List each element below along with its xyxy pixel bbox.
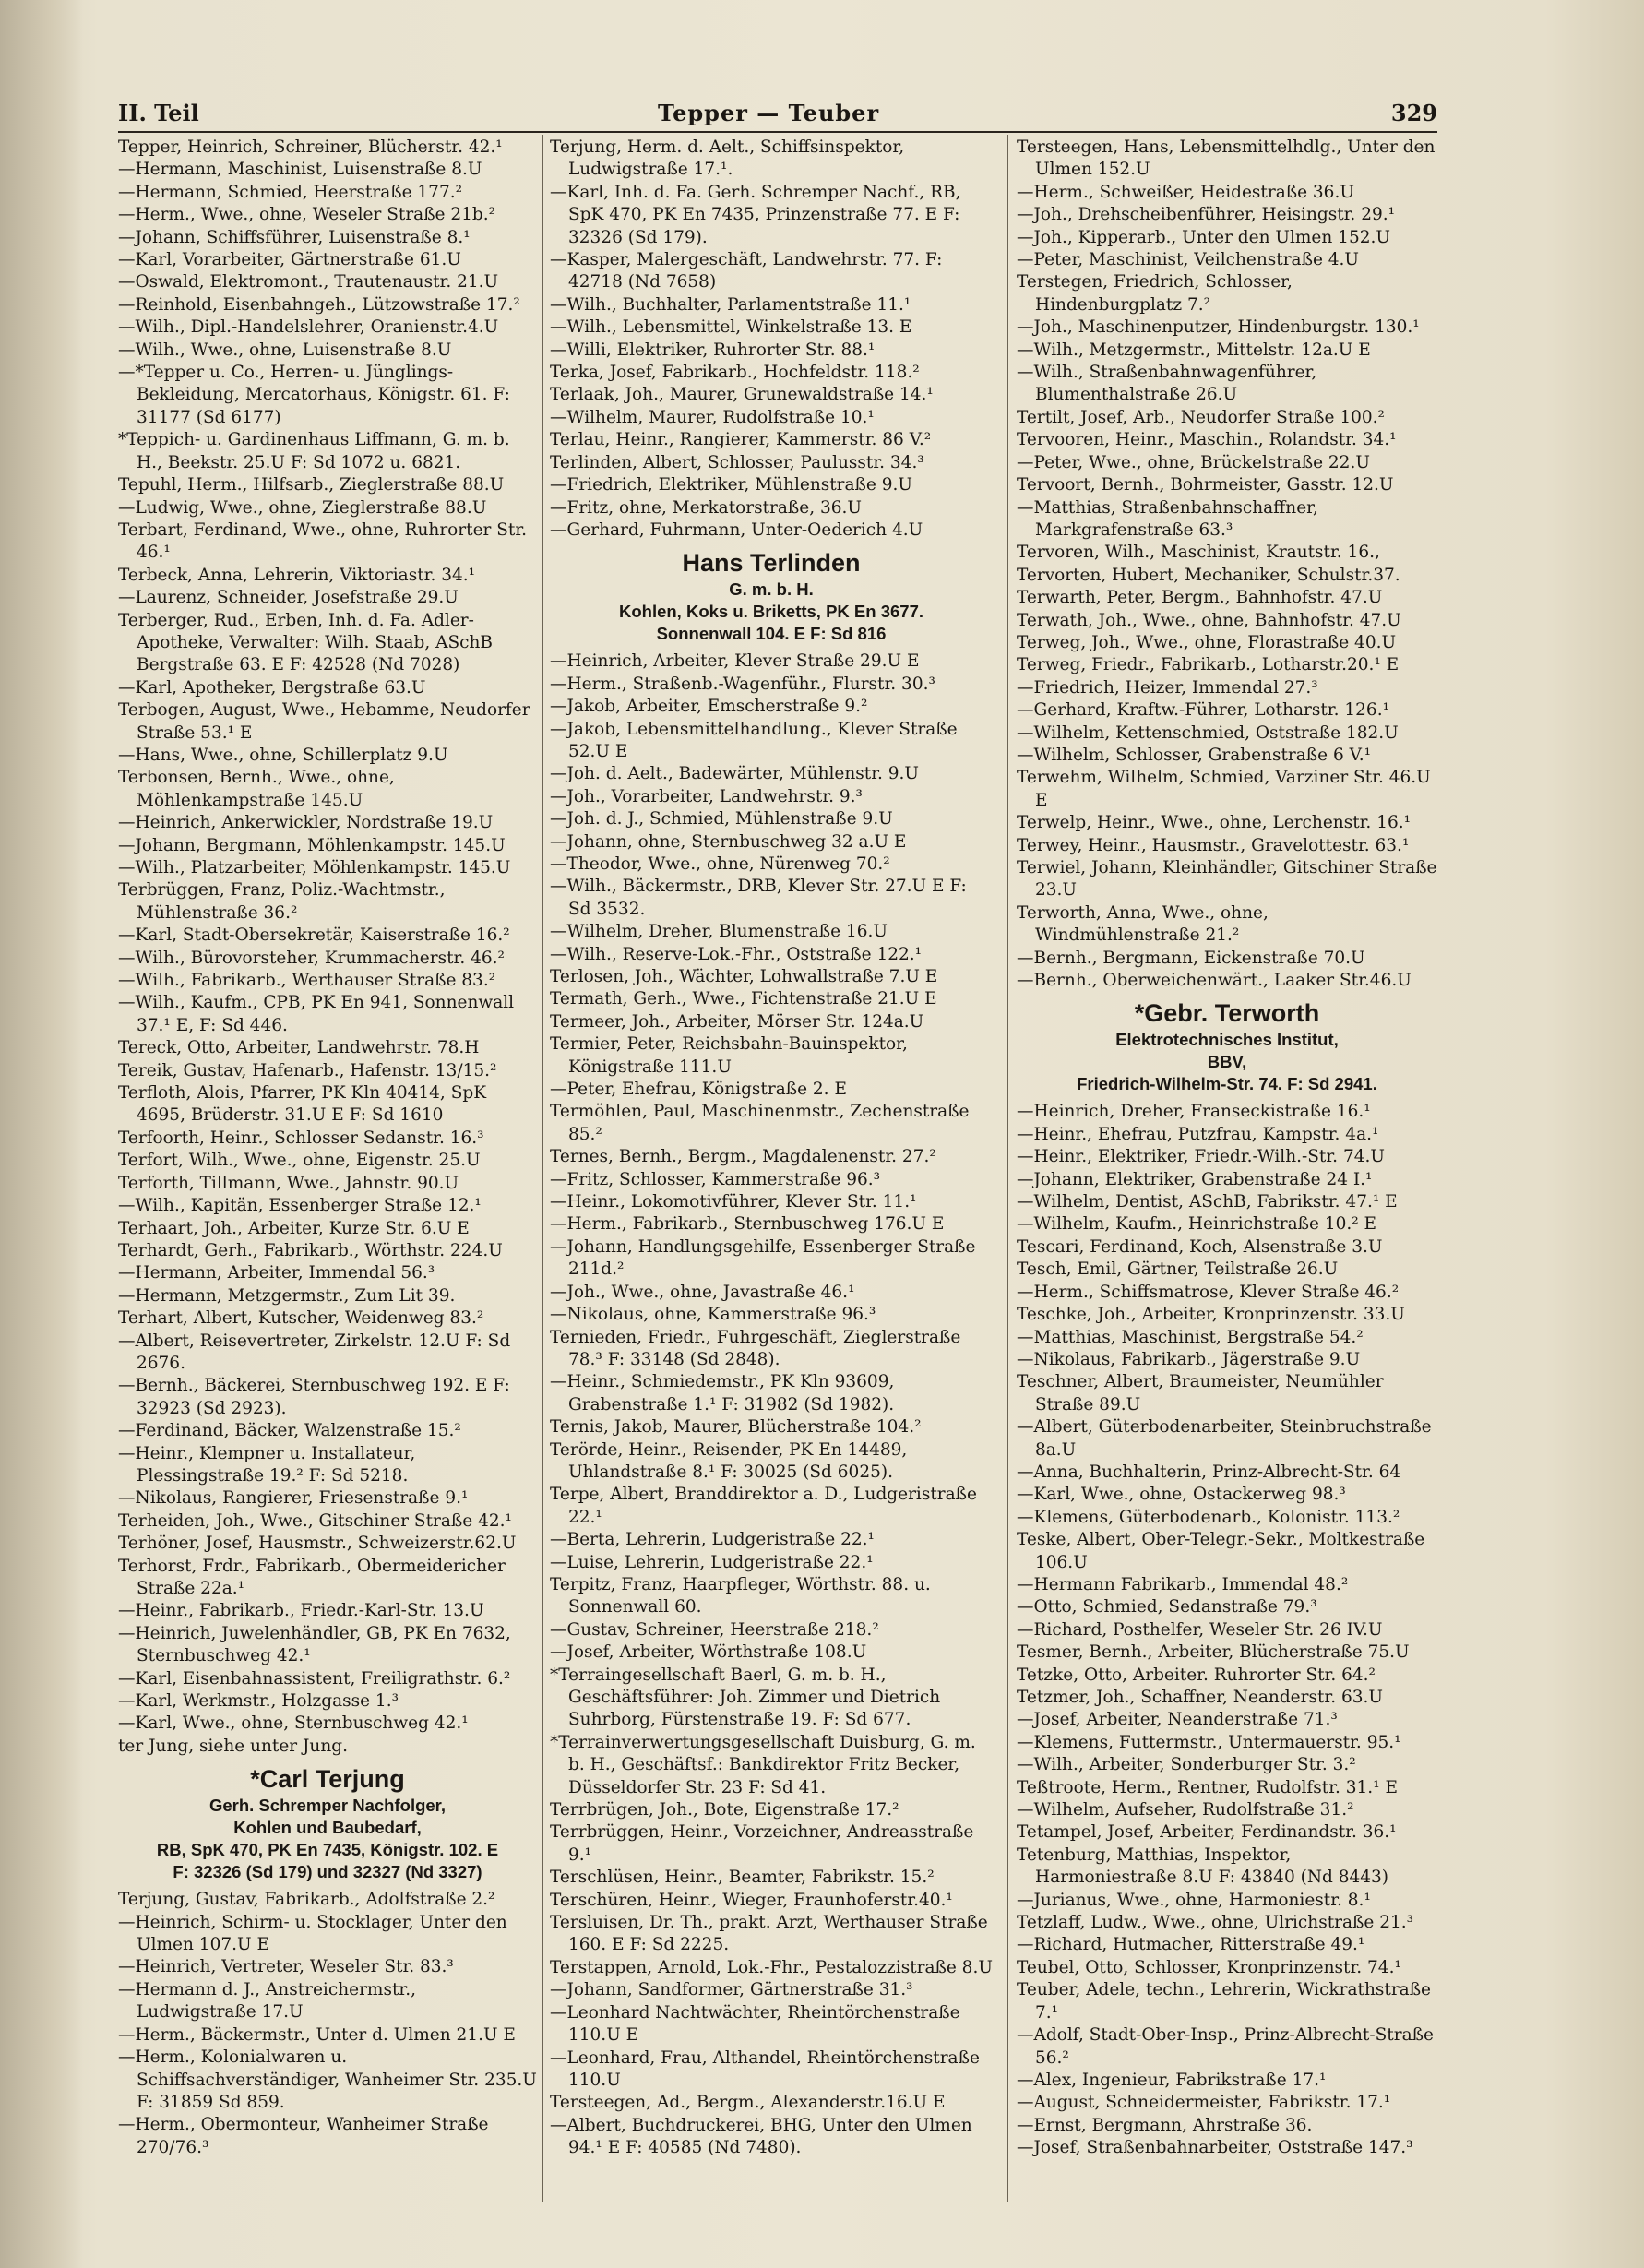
directory-entry: —Albert, Güterbodenarbeiter, Steinbruchstraße 8a.U: [1017, 1417, 1432, 1460]
directory-entry: —Friedrich, Elektriker, Mühlenstraße 9.U: [550, 475, 912, 495]
directory-entry: —Heinr., Lokomotivführer, Klever Str. 11.¹: [550, 1192, 917, 1212]
directory-entry: Terweg, Joh., Wwe., ohne, Florastraße 40.U: [1017, 632, 1397, 652]
directory-entry: —Hermann Fabrikarb., Immendal 48.²: [1017, 1574, 1349, 1594]
directory-entry: Terfloth, Alois, Pfarrer, PK Kln 40414, SpK 4695, Brüderstr. 31.U E F: Sd 1610: [118, 1083, 487, 1126]
directory-entry: —Herm., Schiffsmatrose, Klever Straße 46.²: [1017, 1282, 1400, 1302]
directory-entry: Terforth, Tillmann, Wwe., Jahnstr. 90.U: [118, 1173, 459, 1193]
directory-entry: —Gerhard, Kraftw.-Führer, Lotharstr. 126.¹: [1017, 700, 1389, 721]
directory-entry: —Wilhelm, Dreher, Blumenstraße 16.U: [550, 922, 888, 942]
directory-entry: —Joh., Vorarbeiter, Landwehrstr. 9.³: [550, 786, 863, 806]
directory-entry: —Nikolaus, Fabrikarb., Jägerstraße 9.U: [1017, 1349, 1361, 1369]
directory-entry: Ternes, Bernh., Bergm., Magdalenenstr. 27.²: [550, 1147, 936, 1167]
directory-entry: —Ernst, Bergmann, Ahrstraße 36.: [1017, 2115, 1313, 2135]
directory-entry: Terhöner, Josef, Hausmstr., Schweizerstr.62.U: [118, 1534, 517, 1554]
column-divider: [1007, 135, 1008, 2202]
ad-line: Elektrotechnisches Institut,: [1115, 1030, 1339, 1050]
directory-entry: —Peter, Wwe., ohne, Brückelstraße 22.U: [1017, 452, 1370, 472]
directory-entry: —Heinr., Fabrikarb., Friedr.-Karl-Str. 13.U: [118, 1601, 484, 1621]
ad-line: RB, SpK 470, PK En 7435, Königstr. 102. E: [156, 1840, 499, 1860]
directory-entry: —Wilh., Metzgermstr., Mittelstr. 12a.U E: [1017, 340, 1371, 360]
header-rule: [118, 131, 1437, 133]
directory-entry: —Wilh., Buchhalter, Parlamentstraße 11.¹: [550, 294, 911, 315]
directory-entry: —Bernh., Bergmann, Eickenstraße 70.U: [1017, 948, 1365, 968]
directory-entry: Teubel, Otto, Schlosser, Kronprinzenstr. 74.¹: [1017, 1957, 1401, 1977]
directory-entry: Terfort, Wilh., Wwe., ohne, Eigenstr. 25.U: [118, 1151, 481, 1171]
directory-entry: Terpe, Albert, Branddirektor a. D., Ludgeristraße 22.¹: [550, 1485, 977, 1527]
column-3: [1017, 137, 1437, 2203]
page-header: [118, 100, 1437, 131]
directory-entry: —Karl, Wwe., ohne, Sternbuschweg 42.¹: [118, 1713, 469, 1734]
directory-entry: —Hans, Wwe., ohne, Schillerplatz 9.U: [118, 745, 448, 765]
directory-entry: —Heinrich, Vertreter, Weseler Str. 83.³: [118, 1957, 454, 1977]
directory-entry: Tervooren, Heinr., Maschin., Rolandstr. 34.¹: [1017, 430, 1397, 450]
directory-entry: Tersteegen, Hans, Lebensmittelhdlg., Unter den Ulmen 152.U: [1017, 137, 1436, 180]
directory-entry: Tervorten, Hubert, Mechaniker, Schulstr.37.: [1017, 565, 1400, 585]
directory-entry: —Joh., Wwe., ohne, Javastraße 46.¹: [550, 1282, 855, 1302]
directory-entry: —Hermann, Arbeiter, Immendal 56.³: [118, 1263, 435, 1283]
directory-entry: Tepper, Heinrich, Schreiner, Blücherstr. 42.¹: [118, 137, 503, 157]
directory-entry: —Fritz, ohne, Merkatorstraße, 36.U: [550, 497, 862, 518]
section-label: II. Teil: [118, 100, 199, 126]
directory-entry: —Wilh., Dipl.-Handelslehrer, Oranienstr.4.U: [118, 317, 499, 338]
running-head: Tepper — Teuber: [658, 100, 880, 126]
directory-entry: —Gerhard, Fuhrmann, Unter-Oederich 4.U: [550, 519, 923, 540]
directory-entry: —Wilh., Fabrikarb., Werthauser Straße 83.²: [118, 971, 496, 991]
directory-entry: Terweg, Friedr., Fabrikarb., Lotharstr.20.¹ E: [1017, 655, 1400, 675]
directory-entry: —Ferdinand, Bäcker, Walzenstraße 15.²: [118, 1421, 461, 1441]
directory-entry: —Peter, Maschinist, Veilchenstraße 4.U: [1017, 250, 1360, 270]
directory-entry: —Gustav, Schreiner, Heerstraße 218.²: [550, 1619, 879, 1640]
directory-entry: —Matthias, Straßenbahnschaffner, Markgrafenstraße 63.³: [1017, 497, 1318, 540]
directory-entry: Termier, Peter, Reichsbahn-Bauinspektor, Königstraße 111.U: [550, 1034, 908, 1077]
directory-entry: —Klemens, Futtermstr., Untermauerstr. 95.¹: [1017, 1732, 1401, 1752]
directory-entry: Terrbrüggen, Heinr., Vorzeichner, Andreasstraße 9.¹: [550, 1822, 974, 1865]
directory-entry: —Heinr., Schmiedemstr., PK Kln 93609, Grabenstraße 1.¹ F: 31982 (Sd 1982).: [550, 1372, 895, 1415]
directory-entry: —Otto, Schmied, Sedanstraße 79.³: [1017, 1597, 1317, 1617]
directory-entry: Terwiel, Johann, Kleinhändler, Gitschiner Straße 23.U: [1017, 858, 1437, 901]
directory-entry: Terfoorth, Heinr., Schlosser Sedanstr. 16.³: [118, 1128, 484, 1148]
directory-entry: Tersluisen, Dr. Th., prakt. Arzt, Werthauser Straße 160. E F: Sd 2225.: [550, 1913, 988, 1955]
ad-line: Gerh. Schremper Nachfolger,: [208, 1796, 446, 1816]
directory-entry: Terlaak, Joh., Maurer, Grunewaldstraße 14.¹: [550, 385, 934, 405]
directory-entry: —Herm., Straßenb.-Wagenführ., Flurstr. 30.³: [550, 674, 935, 694]
directory-entry: —Nikolaus, Rangierer, Friesenstraße 9.¹: [118, 1488, 469, 1509]
directory-entry: Tereck, Otto, Arbeiter, Landwehrstr. 78.H: [118, 1038, 480, 1058]
directory-entry: —Alex, Ingenieur, Fabrikstraße 17.¹: [1017, 2070, 1327, 2090]
directory-entry: Terwehm, Wilhelm, Schmied, Varziner Str. 46.U E: [1017, 768, 1431, 810]
directory-entry: Terberger, Rud., Erben, Inh. d. Fa. Adler-Apotheke, Verwalter: Wilh. Staab, ASchB Bergstraße 63. E F: 42528 (Nd 7028): [118, 610, 494, 675]
directory-entry: —Wilh., Platzarbeiter, Möhlenkampstr. 145.U: [118, 858, 511, 877]
directory-entry: Terpitz, Franz, Haarpfleger, Wörthstr. 88. u. Sonnenwall 60.: [550, 1574, 931, 1617]
directory-entry: —Heinrich, Ankerwickler, Nordstraße 19.U: [118, 813, 494, 833]
directory-entry: Terka, Josef, Fabrikarb., Hochfeldstr. 118.²: [550, 363, 920, 383]
directory-entry: —Matthias, Maschinist, Bergstraße 54.²: [1017, 1327, 1364, 1347]
directory-entry: Teuber, Adele, techn., Lehrerin, Wickrathstraße 7.¹: [1017, 1980, 1432, 2023]
binding-shadow: [0, 0, 83, 2268]
directory-entry: Termath, Gerh., Wwe., Fichtenstraße 21.U E: [550, 989, 937, 1009]
directory-entry: Terworth, Anna, Wwe., ohne, Windmühlenstraße 21.²: [1017, 902, 1269, 946]
directory-entry: —Leonhard Nachtwächter, Rheintörchenstraße 110.U E: [550, 2002, 960, 2046]
directory-entry: Tereik, Gustav, Hafenarb., Hafenstr. 13/15.²: [118, 1060, 497, 1080]
directory-entry: —Johann, Bergmann, Möhlenkampstr. 145.U: [118, 835, 506, 855]
directory-entry: Terschlüsen, Heinr., Beamter, Fabrikstr. 15.²: [550, 1868, 935, 1888]
directory-entry: —August, Schneidermeister, Fabrikstr. 17.¹: [1017, 2093, 1391, 2113]
directory-entry: Tetzmer, Joh., Schaffner, Neanderstr. 63.U: [1017, 1688, 1383, 1707]
directory-entry: —Karl, Eisenbahnassistent, Freiligrathstr. 6.²: [118, 1668, 511, 1689]
directory-entry: —Bernh., Bäckerei, Sternbuschweg 192. E F: 32923 (Sd 2923).: [118, 1376, 510, 1418]
directory-entry: —Jurianus, Wwe., ohne, Harmoniestr. 8.¹: [1017, 1890, 1371, 1910]
directory-entry: Terbogen, August, Wwe., Hebamme, Neudorfer Straße 53.¹ E: [118, 700, 530, 743]
directory-entry: —Wilh., Reserve-Lok.-Fhr., Oststraße 122.¹: [550, 944, 923, 964]
directory-entry: —Willi, Elektriker, Ruhrorter Str. 88.¹: [550, 340, 876, 360]
directory-entry: —Wilh., Kaufm., CPB, PK En 941, Sonnenwall 37.¹ E, F: Sd 446.: [118, 993, 515, 1035]
column-divider: [542, 135, 543, 2202]
directory-entry: Tetzlaff, Ludw., Wwe., ohne, Ulrichstraße 21.³: [1017, 1913, 1414, 1933]
directory-entry: —Heinrich, Schirm- u. Stocklager, Unter den Ulmen 107.U E: [118, 1912, 507, 1955]
directory-entry: Terlau, Heinr., Rangierer, Kammerstr. 86 V.²: [550, 430, 932, 450]
ad-line: G. m. b. H.: [729, 579, 814, 600]
directory-entry: —Herm., Fabrikarb., Sternbuschweg 176.U E: [550, 1214, 945, 1235]
ad-line: Sonnenwall 104. E F: Sd 816: [656, 624, 887, 644]
directory-entry: Teske, Albert, Ober-Telegr.-Sekr., Moltkestraße 106.U: [1017, 1530, 1425, 1572]
directory-entry: Terbonsen, Bernh., Wwe., ohne, Möhlenkampstraße 145.U: [118, 768, 395, 810]
directory-entry: Termöhlen, Paul, Maschinenmstr., Zechenstraße 85.²: [550, 1102, 970, 1144]
ad-line: Kohlen und Baubedarf,: [233, 1818, 422, 1838]
directory-entry: Terbart, Ferdinand, Wwe., ohne, Ruhrorter Str. 46.¹: [118, 519, 528, 563]
directory-entry: —Johann, Sandformer, Gärtnerstraße 31.³: [550, 1980, 913, 2000]
directory-entry: Tetampel, Josef, Arbeiter, Ferdinandstr. 36.¹: [1017, 1822, 1397, 1843]
directory-entry: Tescari, Ferdinand, Koch, Alsenstraße 3.U: [1017, 1236, 1383, 1257]
directory-entry: Tersteegen, Ad., Bergm., Alexanderstr.16.U E: [550, 2093, 946, 2113]
directory-entry: Terstegen, Friedrich, Schlosser, Hindenburgplatz 7.²: [1017, 272, 1293, 315]
directory-entry: —Joh., Kipperarb., Unter den Ulmen 152.U: [1017, 227, 1390, 247]
ad-line: F: 32326 (Sd 179) und 32327 (Nd 3327): [173, 1862, 482, 1882]
ad-line: Friedrich-Wilhelm-Str. 74. F: Sd 2941.: [1077, 1074, 1377, 1094]
directory-entry: Ternieden, Friedr., Fuhrgeschäft, Zieglerstraße 78.³ F: 33148 (Sd 2848).: [550, 1327, 961, 1369]
directory-entry: ter Jung, siehe unter Jung.: [118, 1736, 348, 1756]
directory-entry: —Berta, Lehrerin, Ludgeristraße 22.¹: [550, 1530, 875, 1550]
directory-entry: —Herm., Schweißer, Heidestraße 36.U: [1017, 182, 1354, 202]
directory-entry: —Wilhelm, Aufseher, Rudolfstraße 31.²: [1017, 1800, 1354, 1820]
directory-entry: Teßtroote, Herm., Rentner, Rudolfstr. 31.¹ E: [1017, 1777, 1398, 1797]
directory-entry: —Kasper, Malergeschäft, Landwehrstr. 77. F: 42718 (Nd 7658): [550, 250, 943, 292]
directory-entry: —Hermann, Schmied, Heerstraße 177.²: [118, 182, 463, 202]
directory-entry: —Klemens, Güterbodenarb., Kolonistr. 113.²: [1017, 1507, 1400, 1527]
directory-entry: —Wilh., Straßenbahnwagenführer, Blumenthalstraße 26.U: [1017, 363, 1317, 405]
ad-firm-name: *Gebr. Terworth: [1134, 999, 1320, 1028]
directory-entry: —Josef, Arbeiter, Wörthstraße 108.U: [550, 1642, 867, 1663]
directory-entry: *Terrainverwertungsgesellschaft Duisburg, G. m. b. H., Geschäftsf.: Bankdirektor Fritz Becker, Düsseldorfer Str. 23 F: Sd 41.: [550, 1732, 976, 1797]
directory-entry: *Teppich- u. Gardinenhaus Liffmann, G. m. b. H., Beekstr. 25.U F: Sd 1072 u. 6821.: [118, 430, 510, 472]
directory-entry: —Fritz, Schlosser, Kammerstraße 96.³: [550, 1169, 881, 1189]
directory-entry: —Richard, Hutmacher, Ritterstraße 49.¹: [1017, 1935, 1365, 1955]
directory-entry: —Karl, Vorarbeiter, Gärtnerstraße 61.U: [118, 250, 461, 270]
directory-entry: —Wilhelm, Schlosser, Grabenstraße 6 V.¹: [1017, 745, 1372, 765]
directory-entry: Termeer, Joh., Arbeiter, Mörser Str. 124a.U: [550, 1011, 924, 1032]
directory-entry: —Herm., Bäckermstr., Unter d. Ulmen 21.U E: [118, 2024, 516, 2045]
directory-entry: Terjung, Gustav, Fabrikarb., Adolfstraße 2.²: [118, 1890, 495, 1910]
directory-entry: —Wilh., Bürovorsteher, Krummacherstr. 46.²: [118, 948, 505, 968]
directory-entry: —*Tepper u. Co., Herren- u. Jünglings-Bekleidung, Mercatorhaus, Königstr. 61. F: 31177 (Sd 6177): [118, 363, 510, 427]
advertisement-block: [550, 547, 993, 645]
directory-entry: —Joh., Drehscheibenführer, Heisingstr. 29.¹: [1017, 205, 1396, 225]
directory-entry: —Leonhard, Frau, Althandel, Rheintörchenstraße 110.U: [550, 2047, 980, 2090]
directory-entry: —Wilh., Lebensmittel, Winkelstraße 13. E: [550, 317, 912, 338]
directory-entry: Terörde, Heinr., Reisender, PK En 14489, Uhlandstraße 8.¹ F: 30025 (Sd 6025).: [550, 1439, 908, 1482]
directory-entry: —Theodor, Wwe., ohne, Nürenweg 70.²: [550, 853, 890, 874]
directory-entry: Tesmer, Bernh., Arbeiter, Blücherstraße 75.U: [1017, 1642, 1410, 1663]
directory-entry: —Wilhelm, Dentist, ASchB, Fabrikstr. 47.¹ E: [1017, 1192, 1398, 1212]
directory-entry: —Hermann, Metzgermstr., Zum Lit 39.: [118, 1285, 456, 1306]
directory-entry: Terbrüggen, Franz, Poliz.-Wachtmstr., Mühlenstraße 36.²: [118, 880, 446, 923]
directory-entry: —Herm., Obermonteur, Wanheimer Straße 270/76.³: [118, 2115, 489, 2157]
directory-entry: —Richard, Posthelfer, Weseler Str. 26 IV.U: [1017, 1619, 1383, 1640]
directory-entry: —Bernh., Oberweichenwärt., Laaker Str.46.U: [1017, 971, 1412, 991]
directory-entry: —Herm., Wwe., ohne, Weseler Straße 21b.²: [118, 205, 496, 225]
directory-entry: —Joh., Maschinenputzer, Hindenburgstr. 130.¹: [1017, 317, 1420, 338]
directory-entry: Terrbrügen, Joh., Bote, Eigenstraße 17.²: [550, 1800, 899, 1820]
directory-entry: —Jakob, Arbeiter, Emscherstraße 9.²: [550, 697, 868, 717]
directory-entry: Teschke, Joh., Arbeiter, Kronprinzenstr. 33.U: [1017, 1305, 1405, 1325]
directory-entry: Terhart, Albert, Kutscher, Weidenweg 83.²: [118, 1308, 484, 1329]
directory-entry: —Wilh., Wwe., ohne, Luisenstraße 8.U: [118, 340, 452, 360]
directory-entry: —Wilh., Kapitän, Essenberger Straße 12.¹: [118, 1196, 482, 1216]
directory-entry: Tetenburg, Matthias, Inspektor, Harmoniestraße 8.U F: 43840 (Nd 8443): [1017, 1844, 1389, 1888]
ad-firm-name: Hans Terlinden: [682, 549, 861, 578]
directory-entry: —Josef, Arbeiter, Neanderstraße 71.³: [1017, 1710, 1338, 1730]
directory-entry: —Ludwig, Wwe., ohne, Zieglerstraße 88.U: [118, 497, 487, 518]
directory-entry: —Wilhelm, Kaufm., Heinrichstraße 10.² E: [1017, 1214, 1377, 1235]
column-1: [118, 137, 537, 2203]
directory-entry: Teschner, Albert, Braumeister, Neumühler Straße 89.U: [1017, 1372, 1384, 1415]
directory-entry: —Albert, Buchdruckerei, BHG, Unter den Ulmen 94.¹ E F: 40585 (Nd 7480).: [550, 2115, 972, 2158]
directory-entry: —Albert, Reisevertreter, Zirkelstr. 12.U F: Sd 2676.: [118, 1331, 511, 1373]
directory-entry: —Hermann d. J., Anstreichermstr., Ludwigstraße 17.U: [118, 1979, 416, 2023]
directory-entry: Terhardt, Gerh., Fabrikarb., Wörthstr. 224.U: [118, 1240, 503, 1260]
directory-entry: Terwath, Joh., Wwe., ohne, Bahnhofstr. 47.U: [1017, 610, 1401, 630]
column-2: [550, 137, 993, 2203]
directory-entry: —Karl, Werkmstr., Holzgasse 1.³: [118, 1691, 399, 1712]
directory-entry: Tertilt, Josef, Arb., Neudorfer Straße 100.²: [1017, 407, 1385, 427]
directory-entry: —Jakob, Lebensmittelhandlung., Klever Straße 52.U E: [550, 719, 958, 761]
advertisement-block: [1017, 997, 1437, 1095]
directory-entry: —Wilh., Bäckermstr., DRB, Klever Str. 27.U E F: Sd 3532.: [550, 877, 967, 919]
directory-entry: —Wilhelm, Kettenschmied, Oststraße 182.U: [1017, 722, 1399, 743]
directory-entry: Ternis, Jakob, Maurer, Blücherstraße 104.²: [550, 1417, 922, 1438]
directory-entry: Terlinden, Albert, Schlosser, Paulusstr. 34.³: [550, 452, 924, 472]
directory-entry: —Heinr., Klempner u. Installateur, Plessingstraße 19.² F: Sd 5218.: [118, 1443, 416, 1486]
directory-entry: —Johann, Elektriker, Grabenstraße 24 I.¹: [1017, 1169, 1373, 1189]
directory-entry: —Johann, Schiffsführer, Luisenstraße 8.¹: [118, 227, 471, 247]
directory-entry: Terbeck, Anna, Lehrerin, Viktoriastr. 34.¹: [118, 565, 476, 585]
directory-entry: —Peter, Ehefrau, Königstraße 2. E: [550, 1080, 847, 1100]
directory-entry: Terwelp, Heinr., Wwe., ohne, Lerchenstr. 16.¹: [1017, 813, 1412, 833]
directory-entry: —Heinrich, Dreher, Franseckistraße 16.¹: [1017, 1102, 1371, 1122]
directory-entry: —Wilhelm, Maurer, Rudolfstraße 10.¹: [550, 407, 875, 427]
directory-entry: Terhorst, Frdr., Fabrikarb., Obermeidericher Straße 22a.¹: [118, 1556, 506, 1598]
directory-entry: —Josef, Straßenbahnarbeiter, Oststraße 147.³: [1017, 2138, 1413, 2158]
ad-line: Kohlen, Koks u. Briketts, PK En 3677.: [618, 602, 923, 622]
directory-entry: —Herm., Kolonialwaren u. Schiffsachverständiger, Wanheimer Str. 235.U F: 31859 Sd 859.: [118, 2047, 537, 2112]
directory-entry: —Heinrich, Juwelenhändler, GB, PK En 7632, Sternbuschweg 42.¹: [118, 1623, 511, 1666]
directory-entry: *Terraingesellschaft Baerl, G. m. b. H., Geschäftsführer: Joh. Zimmer und Dietrich Suhrborg, Fürstenstraße 19. F: Sd 677.: [550, 1665, 941, 1730]
directory-entry: Tervoren, Wilh., Maschinist, Krautstr. 16.,: [1017, 543, 1380, 563]
page-number: 329: [1390, 100, 1437, 126]
directory-entry: —Reinhold, Eisenbahngeh., Lützowstraße 17.²: [118, 294, 520, 315]
directory-entry: —Joh. d. Aelt., Badewärter, Mühlenstr. 9.U: [550, 764, 920, 784]
ad-line: BBV,: [1207, 1052, 1247, 1072]
advertisement-block: [118, 1763, 537, 1883]
directory-entry: Terstappen, Arnold, Lok.-Fhr., Pestalozzistraße 8.U: [550, 1957, 993, 1977]
directory-entry: —Hermann, Maschinist, Luisenstraße 8.U: [118, 160, 482, 180]
directory-entry: —Karl, Apotheker, Bergstraße 63.U: [118, 677, 426, 698]
directory-entry: Terschüren, Heinr., Wieger, Fraunhoferstr.40.¹: [550, 1890, 953, 1910]
directory-entry: —Joh. d. J., Schmied, Mühlenstraße 9.U: [550, 809, 893, 830]
directory-entry: —Oswald, Elektromont., Trautenaustr. 21.U: [118, 272, 499, 292]
directory-entry: Tepuhl, Herm., Hilfsarb., Zieglerstraße 88.U: [118, 475, 505, 495]
directory-entry: —Johann, ohne, Sternbuschweg 32 a.U E: [550, 831, 907, 852]
directory-entry: —Karl, Stadt-Obersekretär, Kaiserstraße 16.²: [118, 925, 510, 946]
directory-entry: —Johann, Handlungsgehilfe, Essenberger Straße 211d.²: [550, 1236, 976, 1280]
directory-entry: Tervoort, Bernh., Bohrmeister, Gasstr. 12.U: [1017, 475, 1394, 495]
directory-entry: Terwarth, Peter, Bergm., Bahnhofstr. 47.U: [1017, 588, 1383, 608]
directory-entry: —Heinr., Elektriker, Friedr.-Wilh.-Str. 74.U: [1017, 1147, 1385, 1167]
directory-entry: —Nikolaus, ohne, Kammerstraße 96.³: [550, 1305, 876, 1325]
directory-entry: —Karl, Wwe., ohne, Ostackerweg 98.³: [1017, 1485, 1346, 1505]
directory-entry: —Luise, Lehrerin, Ludgeristraße 22.¹: [550, 1552, 874, 1572]
directory-entry: —Friedrich, Heizer, Immendal 27.³: [1017, 677, 1318, 698]
directory-entry: Terlosen, Joh., Wächter, Lohwallstraße 7.U E: [550, 967, 938, 986]
ad-firm-name: *Carl Terjung: [250, 1765, 405, 1794]
directory-entry: —Anna, Buchhalterin, Prinz-Albrecht-Str. 64: [1017, 1462, 1401, 1482]
directory-entry: —Adolf, Stadt-Ober-Insp., Prinz-Albrecht-Straße 56.²: [1017, 2025, 1434, 2068]
directory-entry: —Laurenz, Schneider, Josefstraße 29.U: [118, 588, 459, 608]
directory-entry: Terwey, Heinr., Hausmstr., Gravelottestr. 63.¹: [1017, 835, 1410, 855]
directory-entry: —Heinr., Ehefrau, Putzfrau, Kampstr. 4a.¹: [1017, 1124, 1379, 1144]
directory-entry: Terheiden, Joh., Wwe., Gitschiner Straße 42.¹: [118, 1510, 512, 1531]
directory-entry: Terjung, Herm. d. Aelt., Schiffsinspektor, Ludwigstraße 17.¹.: [550, 137, 905, 180]
directory-entry: Tetzke, Otto, Arbeiter. Ruhrorter Str. 64.²: [1017, 1665, 1376, 1685]
directory-entry: —Heinrich, Arbeiter, Klever Straße 29.U E: [550, 651, 920, 672]
directory-entry: Tesch, Emil, Gärtner, Teilstraße 26.U: [1017, 1259, 1339, 1280]
directory-entry: —Karl, Inh. d. Fa. Gerh. Schremper Nachf., RB, SpK 470, PK En 7435, Prinzenstraße 77. E F: 32326 (Sd 179).: [550, 182, 961, 247]
directory-entry: —Wilh., Arbeiter, Sonderburger Str. 3.²: [1017, 1755, 1356, 1775]
directory-entry: Terhaart, Joh., Arbeiter, Kurze Str. 6.U E: [118, 1218, 470, 1238]
